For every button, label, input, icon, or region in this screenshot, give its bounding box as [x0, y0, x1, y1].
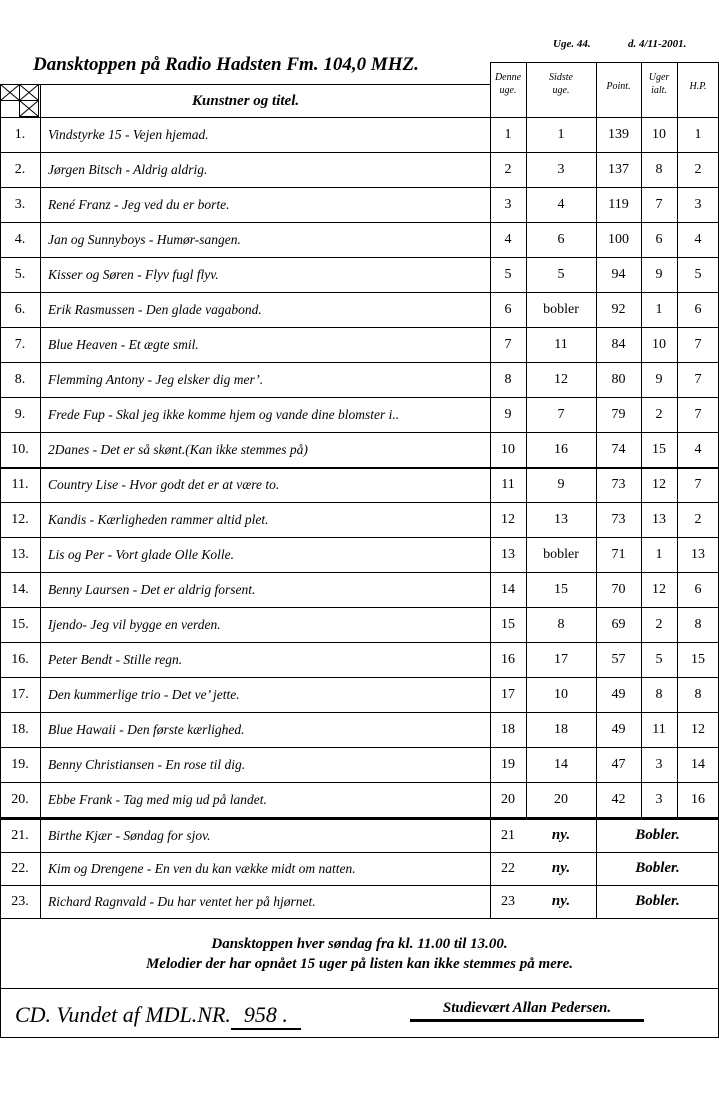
rank-cell: 19.: [11, 756, 29, 772]
weeks-total-cell: 1: [655, 546, 663, 562]
song-title-cell: Lis og Per - Vort glade Olle Kolle.: [48, 546, 234, 562]
weeks-total-cell: 2: [655, 406, 663, 422]
song-title-cell: Flemming Antony - Jeg elsker dig mer’.: [48, 371, 264, 387]
col-header-this-week: Denne uge.: [494, 72, 522, 96]
new-entry-cell: ny.: [551, 827, 571, 843]
weeks-total-cell: 3: [655, 756, 663, 772]
last-week-cell: bobler: [543, 546, 579, 562]
grid-line: [0, 747, 719, 748]
page-title: Dansktoppen på Radio Hadsten Fm. 104,0 MHZ.: [33, 54, 419, 75]
grid-line: [677, 62, 678, 817]
weeks-total-cell: 2: [655, 616, 663, 632]
hp-cell: 8: [694, 686, 702, 702]
hp-cell: 3: [694, 196, 702, 212]
weeks-total-cell: 5: [655, 651, 663, 667]
song-title-cell: Kim og Drengene - En ven du kan vække midt om natten.: [48, 860, 356, 876]
grid-line: [0, 502, 719, 503]
song-title-cell: Erik Rasmussen - Den glade vagabond.: [48, 301, 262, 317]
hp-cell: 15: [691, 651, 705, 667]
this-week-cell: 23: [501, 893, 515, 909]
points-cell: 73: [611, 511, 626, 527]
points-cell: 80: [611, 371, 626, 387]
last-week-cell: 9: [557, 476, 565, 492]
this-week-cell: 11: [501, 476, 515, 492]
grid-line: [0, 117, 719, 118]
grid-line: [0, 152, 719, 153]
this-week-cell: 4: [504, 231, 512, 247]
rank-cell: 17.: [11, 686, 29, 702]
rank-cell: 16.: [11, 651, 29, 667]
points-cell: 119: [608, 196, 629, 212]
hp-cell: 16: [691, 791, 705, 807]
last-week-cell: 16: [554, 441, 568, 457]
date-label: d. 4/11-2001.: [628, 38, 687, 50]
hp-cell: 12: [691, 721, 705, 737]
this-week-cell: 5: [504, 266, 512, 282]
points-cell: 74: [611, 441, 626, 457]
grid-line: [0, 362, 719, 363]
song-title-cell: Jan og Sunnyboys - Humør-sangen.: [48, 231, 241, 247]
grid-line: [0, 677, 719, 678]
hp-cell: 2: [694, 161, 702, 177]
hp-cell: 7: [694, 476, 702, 492]
rank-cell: 7.: [14, 336, 26, 352]
points-cell: 73: [611, 476, 626, 492]
points-cell: 139: [608, 126, 629, 142]
song-title-cell: Jørgen Bitsch - Aldrig aldrig.: [48, 161, 208, 177]
hp-cell: 1: [694, 126, 702, 142]
weeks-total-cell: 10: [652, 336, 666, 352]
song-title-cell: Vindstyrke 15 - Vejen hjemad.: [48, 126, 209, 142]
crossed-box-icon: [0, 84, 40, 118]
weeks-total-cell: 12: [652, 581, 666, 597]
last-week-cell: 7: [557, 406, 565, 422]
weeks-total-cell: 6: [655, 231, 663, 247]
rank-cell: 23.: [11, 893, 29, 909]
points-cell: 57: [611, 651, 626, 667]
song-title-cell: 2Danes - Det er så skønt.(Kan ikke stemmes på): [48, 441, 308, 457]
grid-line: [0, 642, 719, 643]
song-title-cell: Ebbe Frank - Tag med mig ud på landet.: [48, 791, 267, 807]
new-entry-cell: ny.: [551, 893, 571, 909]
points-cell: 69: [611, 616, 626, 632]
weeks-total-cell: 12: [652, 476, 666, 492]
grid-line: [641, 62, 642, 817]
this-week-cell: 3: [504, 196, 512, 212]
last-week-cell: 11: [554, 336, 568, 352]
song-title-cell: Benny Laursen - Det er aldrig forsent.: [48, 581, 256, 597]
grid-line: [0, 852, 719, 853]
bubble-label-cell: Bobler.: [635, 827, 680, 843]
weeks-total-cell: 13: [652, 511, 666, 527]
this-week-cell: 19: [501, 756, 515, 772]
grid-line: [0, 292, 719, 293]
this-week-cell: 13: [501, 546, 515, 562]
points-cell: 100: [608, 231, 629, 247]
grid-line: [0, 327, 719, 328]
rank-cell: 18.: [11, 721, 29, 737]
this-week-cell: 15: [501, 616, 515, 632]
grid-line: [0, 222, 719, 223]
grid-line: [0, 885, 719, 886]
broadcast-info: Dansktoppen hver søndag fra kl. 11.00 til 13.00. Melodier der har opnået 15 uger på listen kan ikke stemmes på mere.: [145, 936, 574, 972]
hp-cell: 8: [694, 616, 702, 632]
rank-cell: 11.: [11, 476, 29, 492]
this-week-cell: 7: [504, 336, 512, 352]
last-week-cell: 18: [554, 721, 568, 737]
grid-line: [0, 712, 719, 713]
points-cell: 137: [608, 161, 629, 177]
grid-line: [0, 397, 719, 398]
points-cell: 47: [611, 756, 626, 772]
points-cell: 79: [611, 406, 626, 422]
grid-line: [0, 988, 719, 989]
points-cell: 49: [611, 721, 626, 737]
rank-cell: 5.: [14, 266, 26, 282]
rank-cell: 12.: [11, 511, 29, 527]
points-cell: 70: [611, 581, 626, 597]
weeks-total-cell: 11: [652, 721, 666, 737]
hp-cell: 2: [694, 511, 702, 527]
last-week-cell: 20: [554, 791, 568, 807]
grid-line: [0, 537, 719, 538]
cd-winner: CD. Vundet af MDL.NR. 958 .: [15, 1002, 301, 1030]
grid-line: [0, 257, 719, 258]
last-week-cell: 1: [557, 126, 565, 142]
weeks-total-cell: 8: [655, 161, 663, 177]
rank-cell: 15.: [11, 616, 29, 632]
grid-line: [490, 62, 719, 63]
weeks-total-cell: 1: [655, 301, 663, 317]
rank-cell: 14.: [11, 581, 29, 597]
col-header-last-week: Sidste uge.: [549, 72, 573, 96]
grid-line: [0, 572, 719, 573]
points-cell: 71: [611, 546, 626, 562]
rank-cell: 6.: [14, 301, 26, 317]
hp-cell: 4: [694, 231, 702, 247]
grid-line: [526, 62, 527, 817]
this-week-cell: 14: [501, 581, 515, 597]
weeks-total-cell: 15: [652, 441, 666, 457]
last-week-cell: 17: [554, 651, 568, 667]
grid-line: [0, 918, 719, 919]
rank-cell: 3.: [14, 196, 26, 212]
rank-cell: 10.: [11, 441, 29, 457]
song-title-cell: Kandis - Kærligheden rammer altid plet.: [48, 511, 269, 527]
last-week-cell: 4: [557, 196, 565, 212]
song-title-cell: Birthe Kjær - Søndag for sjov.: [48, 827, 211, 843]
rank-cell: 1.: [14, 126, 26, 142]
points-cell: 84: [611, 336, 626, 352]
song-title-cell: Frede Fup - Skal jeg ikke komme hjem og vande dine blomster i..: [48, 406, 400, 422]
rank-cell: 13.: [11, 546, 29, 562]
this-week-cell: 18: [501, 721, 515, 737]
grid-line: [0, 432, 719, 433]
last-week-cell: 3: [557, 161, 565, 177]
hp-cell: 4: [694, 441, 702, 457]
grid-line: [0, 467, 719, 469]
song-title-cell: Peter Bendt - Stille regn.: [48, 651, 183, 667]
grid-line: [0, 607, 719, 608]
hp-cell: 6: [694, 301, 702, 317]
last-week-cell: 5: [557, 266, 565, 282]
grid-line: [596, 62, 597, 918]
song-title-cell: Blue Hawaii - Den første kærlighed.: [48, 721, 245, 737]
this-week-cell: 16: [501, 651, 515, 667]
weeks-total-cell: 3: [655, 791, 663, 807]
weeks-total-cell: 8: [655, 686, 663, 702]
hp-cell: 7: [694, 406, 702, 422]
this-week-cell: 8: [504, 371, 512, 387]
song-title-cell: Richard Ragnvald - Du har ventet her på hjørnet.: [48, 893, 316, 909]
hp-cell: 14: [691, 756, 705, 772]
bubble-label-cell: Bobler.: [635, 893, 680, 909]
this-week-cell: 21: [501, 827, 515, 843]
points-cell: 94: [611, 266, 626, 282]
grid-line: [0, 817, 719, 820]
last-week-cell: 6: [557, 231, 565, 247]
grid-line: [40, 84, 41, 918]
grid-line: [0, 782, 719, 783]
week-label: Uge. 44.: [553, 38, 591, 50]
last-week-cell: 15: [554, 581, 568, 597]
last-week-cell: 12: [554, 371, 568, 387]
col-header-artist-title: Kunstner og titel.: [192, 93, 300, 109]
song-title-cell: Ijendo- Jeg vil bygge en verden.: [48, 616, 221, 632]
last-week-cell: 8: [557, 616, 565, 632]
grid-line: [0, 84, 1, 1037]
hp-cell: 13: [691, 546, 705, 562]
song-title-cell: Country Lise - Hvor godt det er at være to.: [48, 476, 280, 492]
rank-cell: 8.: [14, 371, 26, 387]
col-header-hp: H.P.: [689, 81, 707, 92]
new-entry-cell: ny.: [551, 860, 571, 876]
song-title-cell: Blue Heaven - Et ægte smil.: [48, 336, 199, 352]
this-week-cell: 10: [501, 441, 515, 457]
this-week-cell: 22: [501, 860, 515, 876]
hp-cell: 7: [694, 336, 702, 352]
rank-cell: 2.: [14, 161, 26, 177]
rank-cell: 22.: [11, 860, 29, 876]
grid-line: [0, 187, 719, 188]
last-week-cell: 13: [554, 511, 568, 527]
weeks-total-cell: 10: [652, 126, 666, 142]
col-header-weeks-total: Uger ialt.: [648, 72, 670, 96]
hp-cell: 6: [694, 581, 702, 597]
hp-cell: 7: [694, 371, 702, 387]
grid-line: [0, 1037, 719, 1038]
rank-cell: 9.: [14, 406, 26, 422]
points-cell: 49: [611, 686, 626, 702]
col-header-points: Point.: [606, 81, 631, 92]
grid-line: [490, 62, 491, 918]
rank-cell: 20.: [11, 791, 29, 807]
points-cell: 92: [611, 301, 626, 317]
last-week-cell: 14: [554, 756, 568, 772]
this-week-cell: 17: [501, 686, 515, 702]
rank-cell: 4.: [14, 231, 26, 247]
cd-winner-number: 958 .: [231, 1002, 301, 1030]
rank-cell: 21.: [11, 827, 29, 843]
this-week-cell: 20: [501, 791, 515, 807]
points-cell: 42: [611, 791, 626, 807]
weeks-total-cell: 7: [655, 196, 663, 212]
song-title-cell: Kisser og Søren - Flyv fugl flyv.: [48, 266, 219, 282]
weeks-total-cell: 9: [655, 266, 663, 282]
last-week-cell: bobler: [543, 301, 579, 317]
grid-line: [0, 84, 490, 85]
song-title-cell: Benny Christiansen - En rose til dig.: [48, 756, 246, 772]
song-title-cell: René Franz - Jeg ved du er borte.: [48, 196, 230, 212]
last-week-cell: 10: [554, 686, 568, 702]
this-week-cell: 9: [504, 406, 512, 422]
this-week-cell: 12: [501, 511, 515, 527]
this-week-cell: 1: [504, 126, 512, 142]
bubble-label-cell: Bobler.: [635, 860, 680, 876]
this-week-cell: 2: [504, 161, 512, 177]
song-title-cell: Den kummerlige trio - Det ve’ jette.: [48, 686, 240, 702]
studio-host: Studievært Allan Pedersen.: [410, 1000, 644, 1022]
hp-cell: 5: [694, 266, 702, 282]
weeks-total-cell: 9: [655, 371, 663, 387]
this-week-cell: 6: [504, 301, 512, 317]
